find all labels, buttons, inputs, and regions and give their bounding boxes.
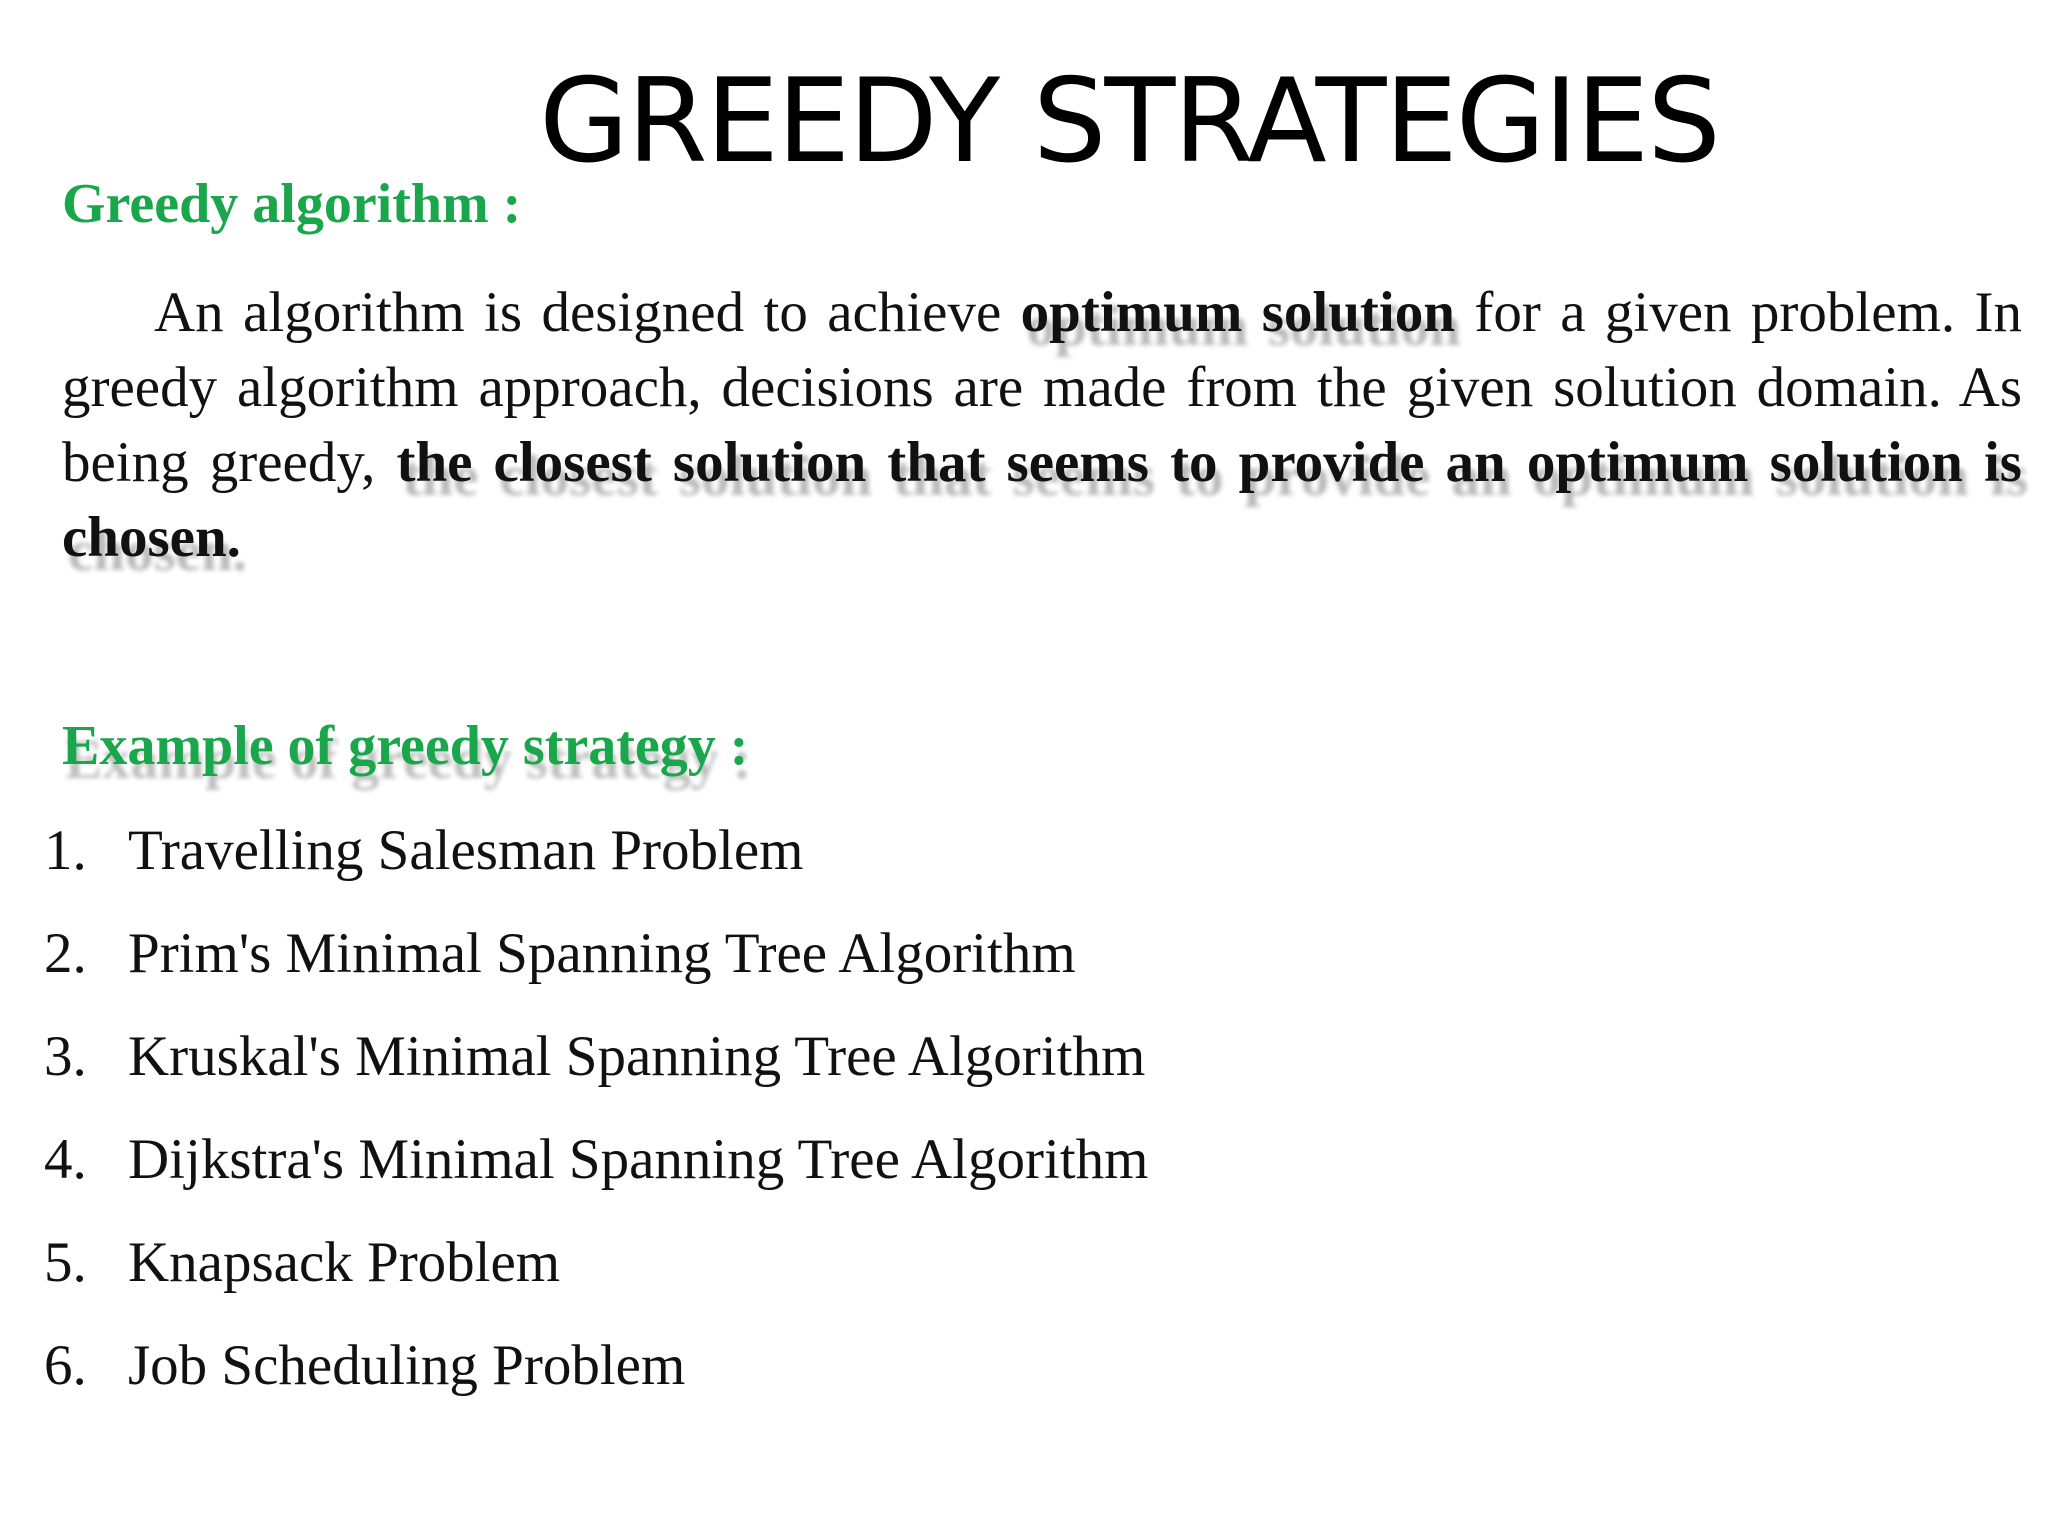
list-item — [44, 1018, 1148, 1121]
list-item-text: Prim's Minimal Spanning Tree Algorithm — [128, 922, 1076, 985]
list-item — [44, 1224, 1148, 1327]
list-item-number: 1. — [44, 819, 87, 882]
list-item-text: Job Scheduling Problem — [128, 1334, 686, 1397]
list-item-text: Travelling Salesman Problem — [128, 819, 804, 882]
list-item — [44, 1327, 1148, 1430]
section-heading-examples: Example of greedy strategy : — [62, 715, 749, 777]
list-item-text: Kruskal's Minimal Spanning Tree Algorithm — [128, 1025, 1146, 1088]
list-item-number: 2. — [44, 922, 87, 985]
list-item — [44, 1121, 1148, 1224]
paragraph-text-1: An algorithm is designed to achieve — [154, 281, 1021, 344]
list-item-text: Dijkstra's Minimal Spanning Tree Algorithm — [128, 1128, 1149, 1191]
paragraph-text-2: for a given problem. In greedy algorithm approach, decisions are made from the given solution domain. As being greedy, — [62, 281, 2022, 494]
list-item-number: 4. — [44, 1128, 87, 1191]
list-item — [44, 812, 1148, 915]
paragraph-bold-closest-solution: the closest solution that seems to provide an optimum solution is chosen. — [62, 431, 2022, 569]
list-item-number: 3. — [44, 1025, 87, 1088]
paragraph-bold-optimum-solution: optimum solution — [1020, 281, 1455, 344]
definition-paragraph — [62, 275, 2022, 575]
examples-list — [44, 812, 1148, 1430]
slide-title: GREEDY STRATEGIES — [539, 54, 1719, 189]
section-heading-greedy-algorithm: Greedy algorithm : — [62, 173, 522, 235]
list-item — [44, 915, 1148, 1018]
list-item-number: 6. — [44, 1334, 87, 1397]
list-item-text: Knapsack Problem — [128, 1231, 561, 1294]
list-item-number: 5. — [44, 1231, 87, 1294]
